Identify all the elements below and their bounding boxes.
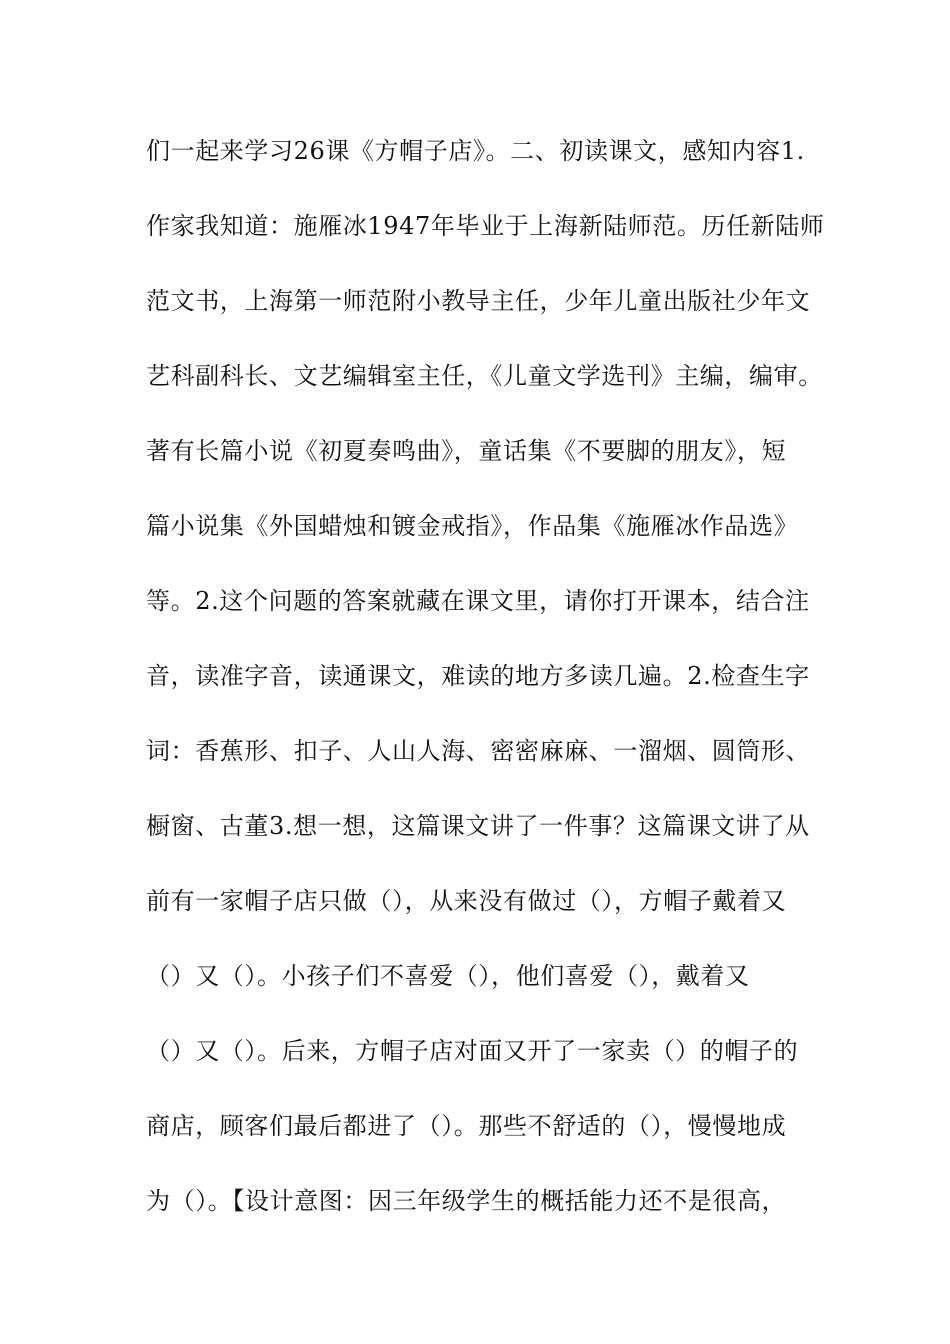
body-text — [146, 128, 825, 1253]
text-line: 音，读准字音，读通课文，难读的地方多读几遍。2.检查生字 — [146, 662, 810, 690]
text-line: 商店，顾客们最后都进了（）。那些不舒适的（），慢慢地成 — [146, 1112, 787, 1140]
text-line: 橱窗、古董3.想一想，这篇课文讲了一件事？这篇课文讲了从 — [146, 812, 810, 840]
text-line: 作家我知道：施雁冰1947年毕业于上海新陆师范。历任新陆师 — [146, 212, 825, 240]
text-line: （）又（）。小孩子们不喜爱（），他们喜爱（），戴着又 — [146, 962, 750, 990]
text-line: 著有长篇小说《初夏奏鸣曲》，童话集《不要脚的朋友》，短 — [146, 437, 787, 465]
text-line: 艺科副科长、文艺编辑室主任，《儿童文学选刊》主编，编审。 — [146, 362, 823, 390]
text-line: 为（）。【设计意图：因三年级学生的概括能力还不是很高， — [146, 1187, 787, 1215]
text-line: 词：香蕉形、扣子、人山人海、密密麻麻、一溜烟、圆筒形、 — [146, 737, 811, 765]
text-line: 等。2.这个问题的答案就藏在课文里，请你打开课本，结合注 — [146, 587, 810, 615]
text-line: 们一起来学习26课《方帽子店》。二、初读课文，感知内容1. — [146, 137, 805, 165]
text-line: 篇小说集《外国蜡烛和镀金戒指》，作品集《施雁冰作品选》 — [146, 512, 799, 540]
text-line: （）又（）。后来，方帽子店对面又开了一家卖（）的帽子的 — [146, 1037, 799, 1065]
text-line: 范文书，上海第一师范附小教导主任，少年儿童出版社少年文 — [146, 287, 811, 315]
text-line: 前有一家帽子店只做（），从来没有做过（），方帽子戴着又 — [146, 887, 787, 915]
